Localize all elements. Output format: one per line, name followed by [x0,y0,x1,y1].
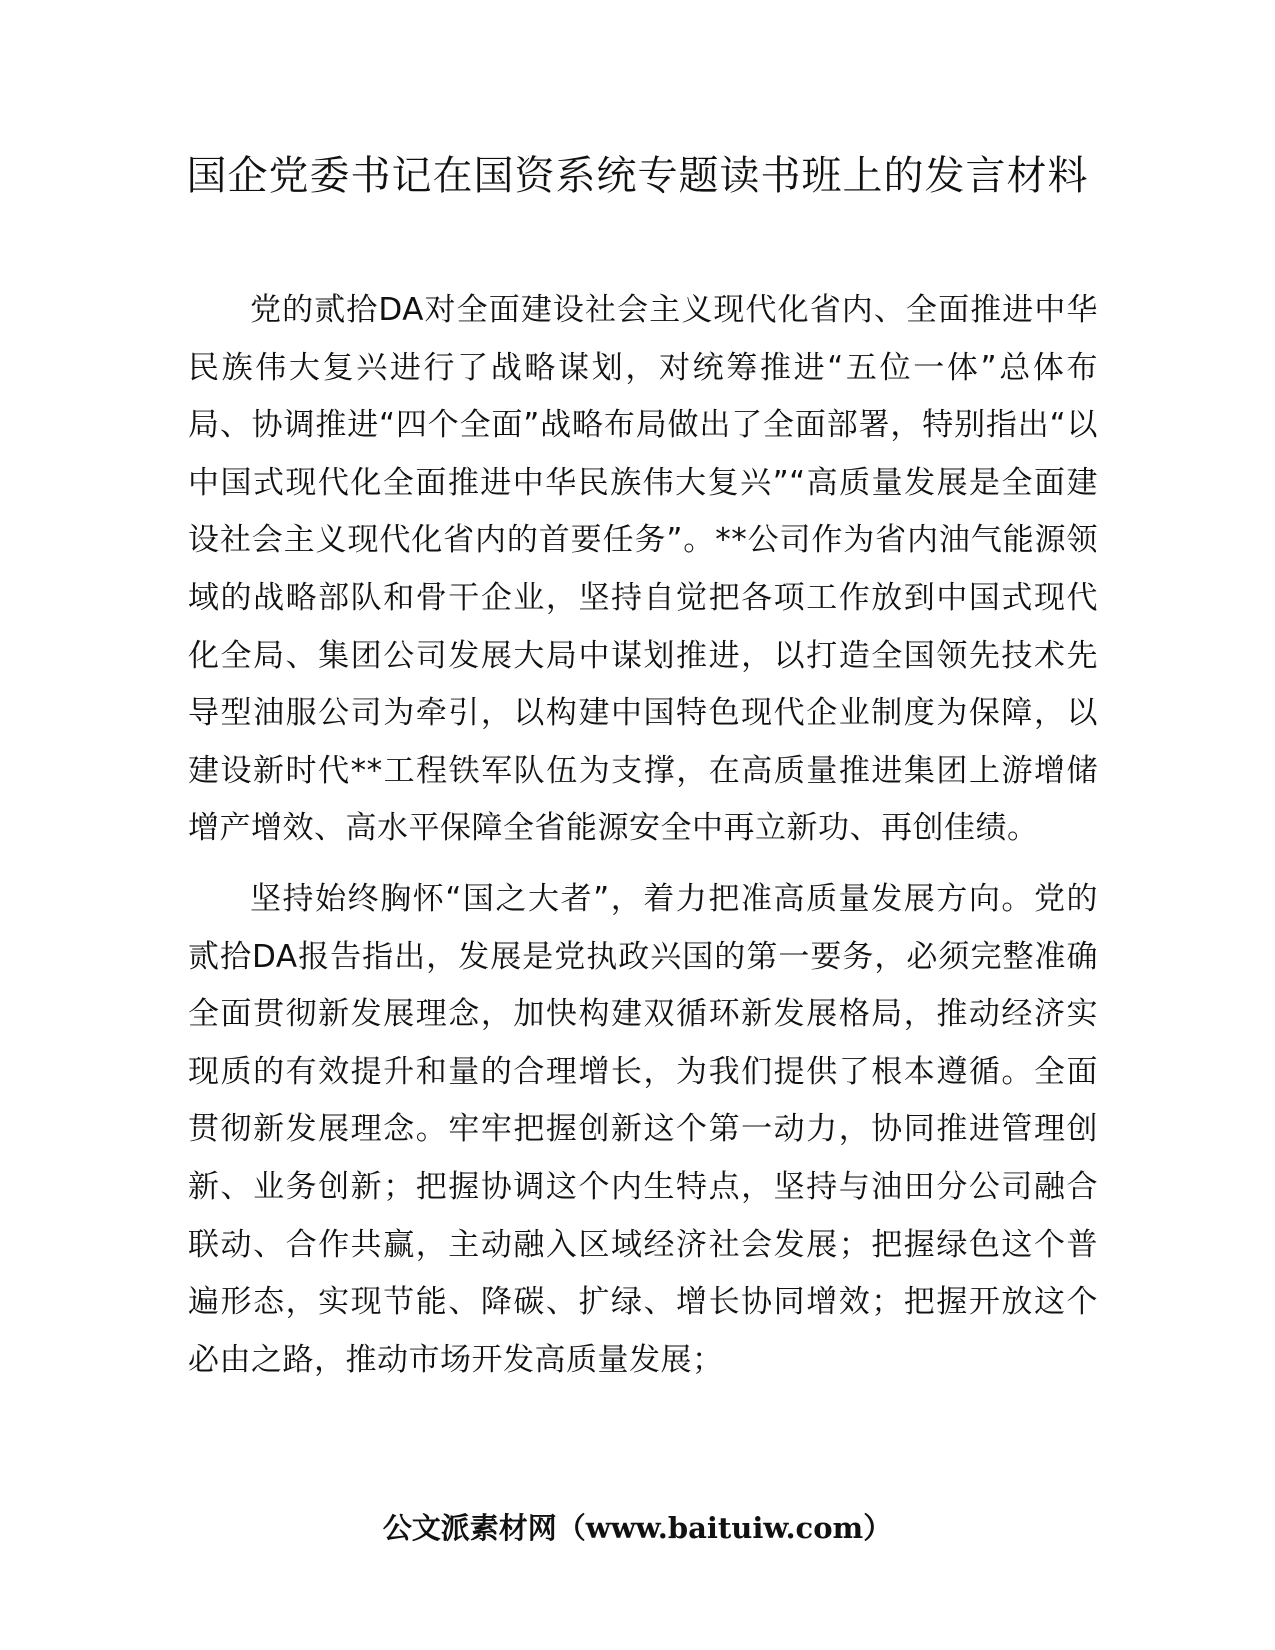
document-title: 国企党委书记在国资系统专题读书班上的发言材料 [186,153,1089,199]
paragraph-1: 党的贰拾DA对全面建设社会主义现代化省内、全面推进中华民族伟大复兴进行了战略谋划，对统筹推进“五位一体”总体布局、协调推进“四个全面”战略布局做出了全面部署，特别指出“以中国式现代化全面推进中华民族伟大复兴”“高质量发展是全面建设社会主义现代化省内的首要任务”。**公司作为省内油气能源领域的战略部队和骨干企业，坚持自觉把各项工作放到中国式现代化全局、集团公司发展大局中谋划推进，以打造全国领先技术先导型油服公司为牵引，以构建中国特色现代企业制度为保障，以建设新时代**工程铁军队伍为支撑，在高质量推进集团上游增储增产增效、高水平保障全省能源安全中再立新功、再创佳绩。 [188,292,1098,847]
paragraph-2: 坚持始终胸怀“国之大者”，着力把准高质量发展方向。党的贰拾DA报告指出，发展是党执政兴国的第一要务，必须完整准确全面贯彻新发展理念，加快构建双循环新发展格局，推动经济实现质的有效提升和量的合理增长，为我们提供了根本遵循。全面贯彻新发展理念。牢牢把握创新这个第一动力，协同推进管理创新、业务创新；把握协调这个内生特点，坚持与油田分公司融合联动、合作共赢，主动融入区域经济社会发展；把握绿色这个普遍形态，实现节能、降碳、扩绿、增长协同增效；把握开放这个必由之路，推动市场开发高质量发展； [188,880,1098,1378]
document-body [188,282,1098,1389]
footer-watermark: 公文派素材网（www.baituiw.com） [382,1511,893,1545]
